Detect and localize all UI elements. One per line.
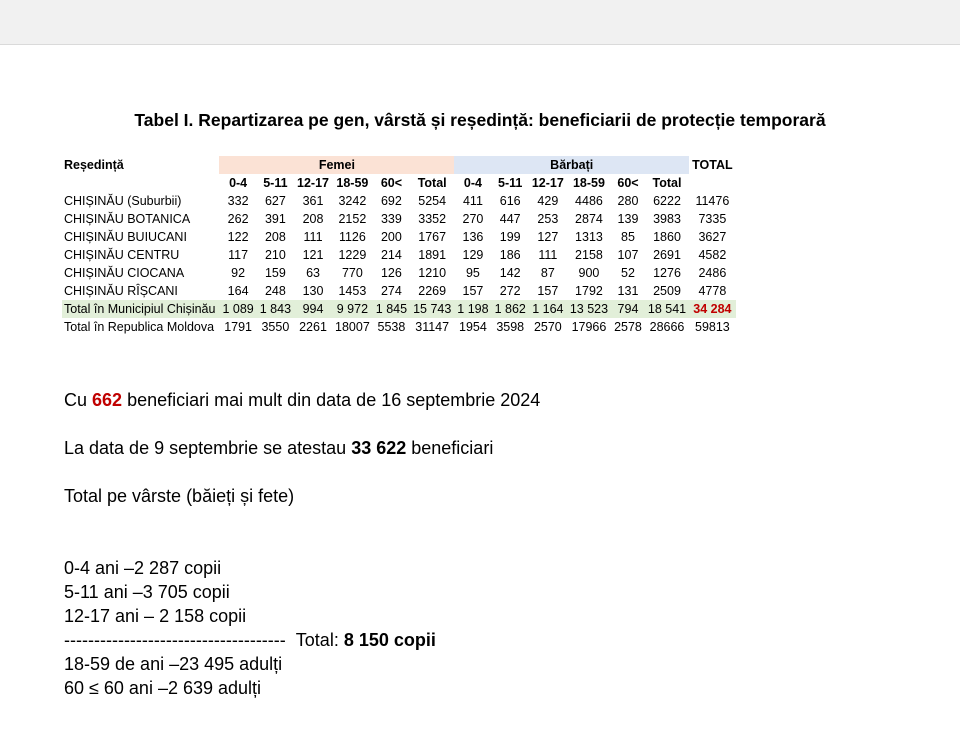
table-cell: 15 743 <box>410 300 454 318</box>
age-group-header: 0-4 <box>463 176 482 190</box>
table-cell: 126 <box>380 266 402 280</box>
table-cell: 1 843 <box>257 300 294 318</box>
table-row <box>62 282 736 300</box>
table-cell: 2578 <box>614 320 642 334</box>
table-cell: 248 <box>264 284 286 298</box>
dashed-divider: ------------------------------------- <box>64 630 286 650</box>
table-cell: 2570 <box>533 320 562 334</box>
table-cell: 994 <box>294 300 332 318</box>
table-cell: 157 <box>462 284 484 298</box>
note-text: La data de 9 septembrie se atestau <box>64 438 352 458</box>
table-cell: 692 <box>380 194 402 208</box>
note-age-total-heading: Total pe vârste (băieți și fete) <box>64 486 295 506</box>
age-group-header: 12-17 <box>297 176 330 190</box>
table-cell: 1891 <box>418 248 447 262</box>
table-cell: 34 284 <box>689 300 736 318</box>
table-row <box>62 210 736 228</box>
table-cell: 130 <box>302 284 324 298</box>
table-cell: 616 <box>499 194 521 208</box>
table-cell: 210 <box>264 248 286 262</box>
note-previous-count <box>64 436 493 460</box>
table-cell: 157 <box>537 284 559 298</box>
table-cell: 4582 <box>698 248 727 262</box>
age-group-header: 12-17 <box>531 176 564 190</box>
table-cell: 85 <box>621 230 635 244</box>
table-cell: 92 <box>231 266 246 280</box>
table-cell: 900 <box>578 266 600 280</box>
residence-header: Reședință <box>64 158 124 172</box>
table-cell: 5254 <box>418 194 447 208</box>
table-cell: 2269 <box>418 284 447 298</box>
age-group-header: Total <box>417 176 447 190</box>
age-group-header: 5-11 <box>263 176 288 190</box>
table-cell: 1767 <box>418 230 447 244</box>
table-cell: 17966 <box>571 320 607 334</box>
table-cell: 3352 <box>418 212 447 226</box>
table-cell: 2691 <box>653 248 681 262</box>
table-row <box>62 264 736 282</box>
table-cell: 1860 <box>653 230 681 244</box>
table-cell: 2509 <box>653 284 681 298</box>
table-cell: 1126 <box>338 230 366 244</box>
table-cell: 272 <box>499 284 521 298</box>
table-cell: 1 198 <box>454 300 491 318</box>
note-text: Cu <box>64 390 93 410</box>
table-cell: 31147 <box>415 320 450 334</box>
table-cell: 164 <box>227 284 249 298</box>
table-cell: 4486 <box>575 194 603 208</box>
table-cell: 1954 <box>459 320 487 334</box>
table-cell: 11476 <box>695 194 730 208</box>
table-cell: 270 <box>462 212 484 226</box>
age-breakdown <box>64 556 436 700</box>
table-cell: 5538 <box>377 320 406 334</box>
table-cell: 52 <box>621 266 635 280</box>
table-cell: 131 <box>617 284 639 298</box>
table-cell: 199 <box>499 230 521 244</box>
table-cell: 2152 <box>338 212 367 226</box>
age-header-row <box>62 174 736 192</box>
table-cell: 159 <box>264 266 286 280</box>
table-cell: 429 <box>537 194 559 208</box>
table-cell: 129 <box>462 248 484 262</box>
table-cell: 111 <box>538 248 558 262</box>
table-cell: 391 <box>264 212 286 226</box>
age-group-header: 60< <box>617 176 639 190</box>
table-row <box>62 246 736 264</box>
table-cell: 262 <box>227 212 249 226</box>
beneficiaries-table <box>62 156 736 336</box>
barbati-header: Bărbați <box>454 156 689 174</box>
table-cell: 2158 <box>575 248 603 262</box>
table-cell: 186 <box>499 248 521 262</box>
table-cell: 339 <box>380 212 402 226</box>
age-line: 60 ≤ 60 ani –2 639 adulți <box>64 678 262 698</box>
table-cell: 447 <box>499 212 521 226</box>
table-cell: 3550 <box>261 320 290 334</box>
table-cell: 411 <box>462 194 483 208</box>
age-group-header: 60< <box>380 176 403 190</box>
age-group-header: Total <box>652 176 682 190</box>
table-title: Tabel I. Repartizarea pe gen, vârstă și reședință: beneficiarii de protecție temporară <box>134 110 826 130</box>
age-group-header: 0-4 <box>229 176 248 190</box>
table-cell: 1276 <box>653 266 681 280</box>
table-cell: 127 <box>537 230 559 244</box>
table-cell: 208 <box>264 230 286 244</box>
previous-count-number: 33 622 <box>351 438 407 458</box>
table-cell: 1792 <box>575 284 603 298</box>
divider-line <box>64 628 436 652</box>
row-label: CHIȘINĂU CIOCANA <box>64 266 185 280</box>
row-label: CHIȘINĂU BOTANICA <box>64 212 191 226</box>
table-cell: 274 <box>380 284 402 298</box>
table-cell: 627 <box>264 194 286 208</box>
table-cell: 6222 <box>653 194 681 208</box>
table-cell: 794 <box>611 300 645 318</box>
table-cell: 3242 <box>338 194 367 208</box>
note-text: beneficiari mai mult din data de 16 septembrie 2024 <box>122 390 541 410</box>
table-cell: 59813 <box>695 320 730 334</box>
age-group-header: 18-59 <box>572 176 605 190</box>
table-row <box>62 192 736 210</box>
femei-header: Femei <box>219 156 454 174</box>
table-cell: 122 <box>227 230 249 244</box>
table-cell: 200 <box>380 230 402 244</box>
table-cell: 107 <box>617 248 639 262</box>
increase-number: 662 <box>92 390 123 410</box>
table-cell: 111 <box>303 230 323 244</box>
table-cell: 361 <box>302 194 324 208</box>
row-label: CHIȘINĂU RÎȘCANI <box>64 284 178 298</box>
table-cell: 18007 <box>335 320 370 334</box>
table-cell: 117 <box>228 248 249 262</box>
table-cell: 63 <box>306 266 320 280</box>
row-label: CHIȘINĂU CENTRU <box>64 248 180 262</box>
table-cell: 1313 <box>575 230 603 244</box>
table-cell: 87 <box>540 266 555 280</box>
note-text: beneficiari <box>406 438 494 458</box>
table-cell: 1 164 <box>529 300 567 318</box>
table-cell: 1791 <box>224 320 253 334</box>
table-cell: 1 089 <box>219 300 256 318</box>
table-cell: 1453 <box>338 284 367 298</box>
table-cell: 208 <box>302 212 324 226</box>
table-cell: 3983 <box>653 212 681 226</box>
table-cell: 139 <box>617 212 639 226</box>
age-group-header: 18-59 <box>336 176 369 190</box>
table-cell: 1210 <box>418 266 447 280</box>
table-cell: 18 541 <box>645 300 689 318</box>
table-cell: 2874 <box>575 212 603 226</box>
row-label: CHIȘINĂU BUIUCANI <box>64 230 187 244</box>
table-cell: 280 <box>617 194 639 208</box>
window-top-bar <box>0 0 960 45</box>
table-cell: 9 972 <box>332 300 373 318</box>
total-republica-row <box>62 318 736 336</box>
table-cell: 136 <box>462 230 484 244</box>
table-cell: 13 523 <box>567 300 611 318</box>
empty-cell <box>62 174 219 192</box>
table-cell: 121 <box>302 248 324 262</box>
age-group-header: 5-11 <box>498 176 523 190</box>
age-line: 5-11 ani –3 705 copii <box>64 582 230 602</box>
table-cell: 142 <box>499 266 521 280</box>
group-header-row <box>62 156 736 174</box>
table-cell: 214 <box>380 248 402 262</box>
table-row <box>62 228 736 246</box>
table-cell: 2486 <box>698 266 727 280</box>
total-municipiu-row <box>62 300 736 318</box>
age-line: 0-4 ani –2 287 copii <box>64 558 222 578</box>
total-children-label: Total: <box>295 630 344 650</box>
table-cell: 3627 <box>698 230 727 244</box>
table-cell: 1 862 <box>492 300 529 318</box>
note-increase <box>64 388 540 412</box>
table-cell: 2261 <box>299 320 327 334</box>
row-label: Total în Municipiul Chișinău <box>62 300 219 318</box>
table-cell: 1 845 <box>373 300 410 318</box>
table-cell: 7335 <box>698 212 727 226</box>
table-cell: 253 <box>537 212 559 226</box>
table-cell: 28666 <box>649 320 685 334</box>
table-cell: 332 <box>227 194 249 208</box>
row-label: Total în Republica Moldova <box>64 320 215 334</box>
total-children-value: 8 150 copii <box>343 630 436 650</box>
table-cell: 1229 <box>338 248 367 262</box>
age-line: 12-17 ani – 2 158 copii <box>64 606 247 626</box>
age-line: 18-59 de ani –23 495 adulți <box>64 654 283 674</box>
table-cell: 3598 <box>496 320 525 334</box>
table-cell: 95 <box>465 266 480 280</box>
table-cell: 4778 <box>698 284 727 298</box>
table-cell: 770 <box>341 266 363 280</box>
row-label: CHIȘINĂU (Suburbii) <box>64 194 182 208</box>
total-header: TOTAL <box>692 158 733 172</box>
empty-cell <box>689 174 736 192</box>
